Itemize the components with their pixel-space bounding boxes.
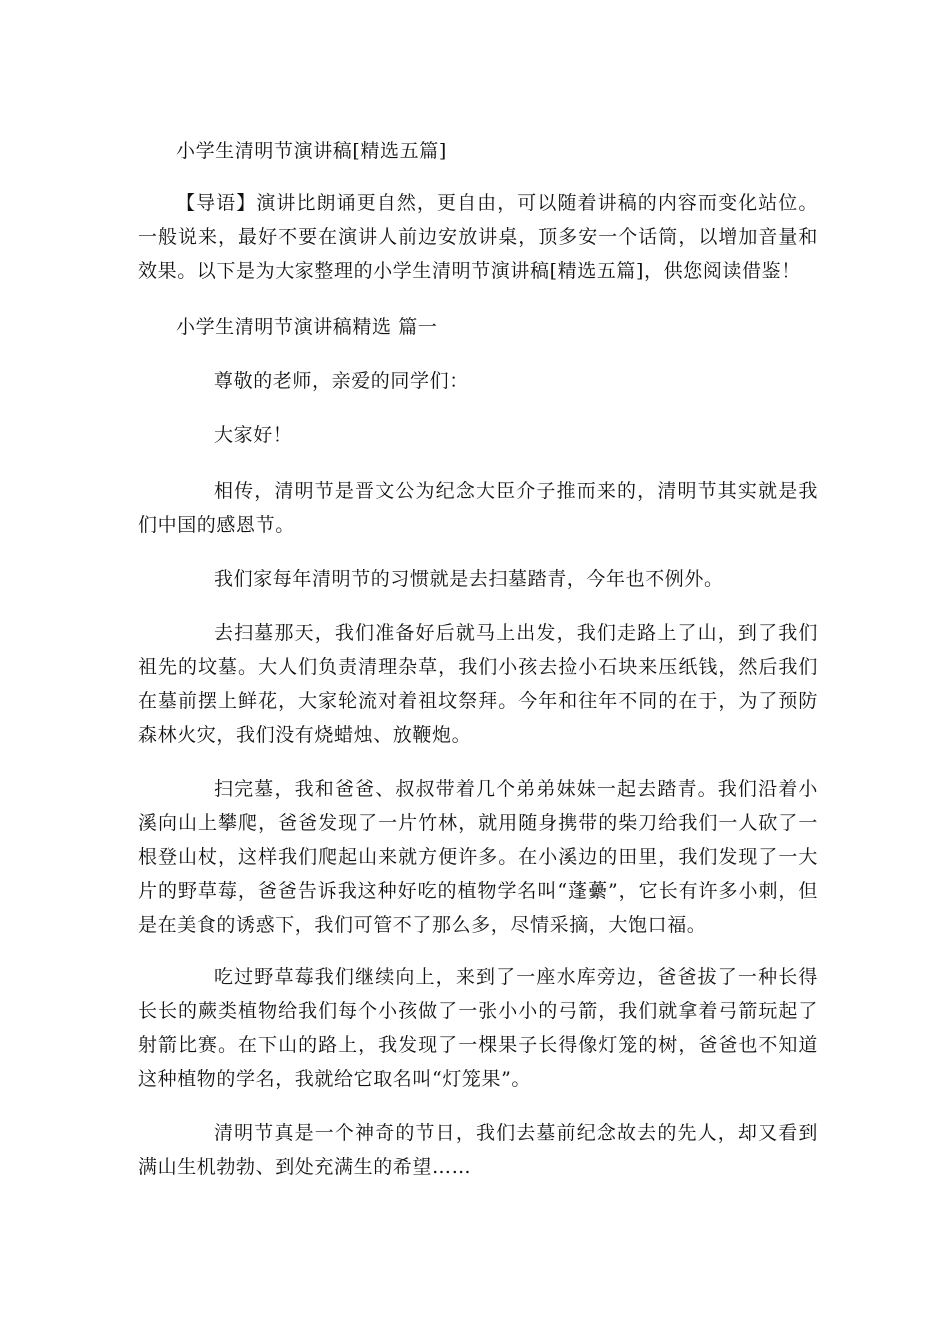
document-title-block [138,134,818,168]
intro-text: 演讲比朗诵更自然，更自由，可以随着讲稿的内容而变化站位。一般说来，最好不要在演讲人前边安放讲桌，顶多安一个话筒，以增加音量和效果。以下是为大家整理的小学生清明节演讲稿[精选五篇]，供您阅读借鉴！ [138,192,818,282]
body-paragraph: 去扫墓那天，我们准备好后就马上出发，我们走路上了山，到了我们祖先的坟墓。大人们负责清理杂草，我们小孩去捡小石块来压纸钱，然后我们在墓前摆上鲜花，大家轮流对着祖坟祭拜。今年和往年不同的在于，为了预防森林火灾，我们没有烧蜡烛、放鞭炮。 [138,622,818,746]
body-paragraph: 我们家每年清明节的习惯就是去扫墓踏青，今年也不例外。 [214,568,724,590]
section-heading: 小学生清明节演讲稿精选 篇一 [176,316,438,338]
paragraph-5-block [138,960,818,1096]
document-title: 小学生清明节演讲稿[精选五篇] [176,140,447,162]
paragraph-4-block [138,772,818,942]
body-paragraph: 清明节真是一个神奇的节日，我们去墓前纪念故去的先人，却又看到满山生机勃勃、到处充满生的希望…… [138,1122,818,1178]
body-paragraph: 扫完墓，我和爸爸、叔叔带着几个弟弟妹妹一起去踏青。我们沿着小溪向山上攀爬，爸爸发现了一片竹林，就用随身携带的柴刀给我们一人砍了一根登山杖，这样我们爬起山来就方便许多。在小溪边的田里，我们发现了一大片的野草莓，爸爸告诉我这种好吃的植物学名叫“蓬虆”，它长有许多小刺，但是在美食的诱惑下，我们可管不了那么多，尽情采摘，大饱口福。 [138,778,818,936]
intro-paragraph [138,186,818,288]
salutation-block [138,364,818,398]
paragraph-1-block [138,474,818,542]
salutation: 尊敬的老师，亲爱的同学们： [214,370,469,392]
body-paragraph: 吃过野草莓我们继续向上，来到了一座水库旁边，爸爸拔了一种长得长长的蕨类植物给我们每个小孩做了一张小小的弓箭，我们就拿着弓箭玩起了射箭比赛。在下山的路上，我发现了一棵果子长得像灯笼的树，爸爸也不知道这种植物的学名，我就给它取名叫“灯笼果”。 [138,966,818,1090]
body-paragraph: 相传，清明节是晋文公为纪念大臣介子推而来的，清明节其实就是我们中国的感恩节。 [138,480,818,536]
paragraph-2-block [138,562,818,596]
greeting-block [138,418,818,452]
paragraph-3-block [138,616,818,752]
section-heading-block [138,310,818,344]
intro-label: 【导语】 [176,192,257,214]
intro-block [138,186,818,288]
greeting: 大家好！ [214,424,293,446]
paragraph-6-block [138,1116,818,1184]
